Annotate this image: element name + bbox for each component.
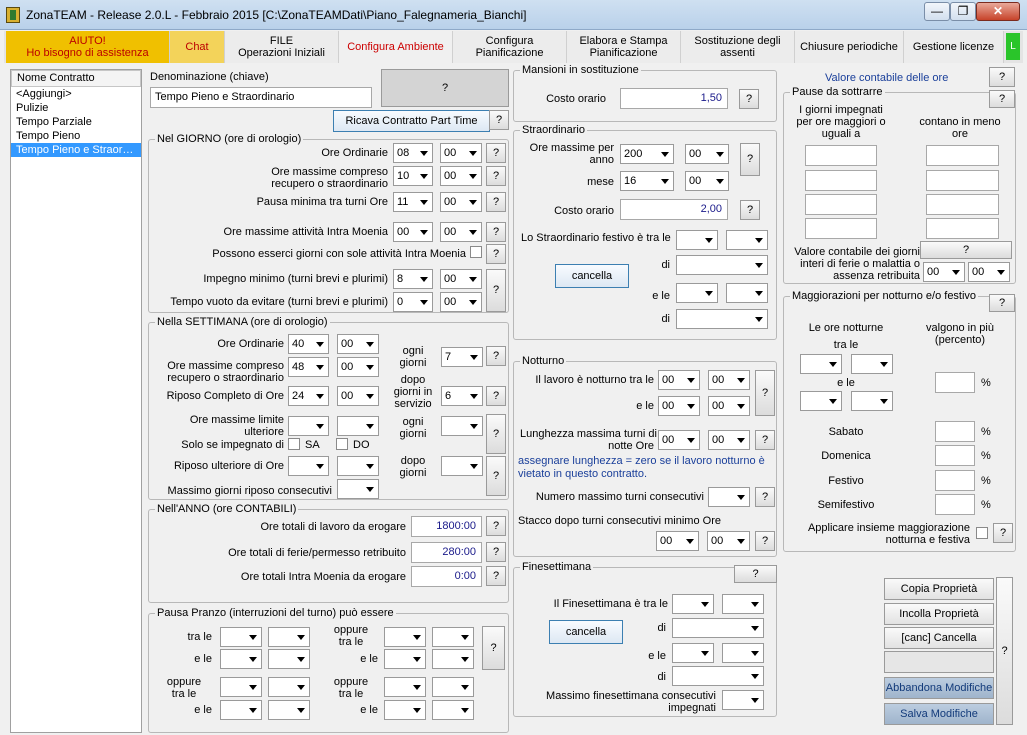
title-bar bbox=[0, 0, 1027, 30]
pct-label: % bbox=[981, 475, 991, 487]
pp-oppure-label-l1: oppure bbox=[333, 676, 369, 688]
magg-semifestivo-label: Semifestivo bbox=[817, 499, 875, 511]
notturno-lunghezza-minutes[interactable]: 00 bbox=[708, 430, 750, 450]
magg-to-hours[interactable] bbox=[800, 391, 842, 411]
notturno-stacco-label: Stacco dopo turni consecutivi minimo Ore bbox=[518, 515, 721, 527]
pp-slot1-from-minutes[interactable] bbox=[268, 627, 310, 647]
pause-giorni-l1: I giorni impegnati bbox=[799, 104, 883, 116]
domenica-checkbox[interactable] bbox=[336, 438, 348, 450]
contract-list[interactable] bbox=[10, 69, 142, 733]
help-button[interactable]: ? bbox=[486, 269, 506, 312]
maggiorazioni-title: Maggiorazioni per notturno e/o festivo bbox=[792, 290, 977, 302]
list-item[interactable]: Tempo Parziale bbox=[16, 116, 92, 128]
help-button[interactable]: ? bbox=[486, 346, 506, 366]
anno-lavoro-input[interactable]: 1800:00 bbox=[411, 516, 482, 537]
magg-applicare-l1: Applicare insieme maggiorazione bbox=[807, 522, 970, 534]
anno-ferie-label: Ore totali di ferie/permesso retribuito bbox=[228, 547, 406, 559]
minimize-icon: — bbox=[931, 4, 943, 18]
help-button[interactable]: ? bbox=[489, 110, 509, 130]
pp-e-le-label: e le bbox=[194, 653, 212, 665]
tab-chiusure[interactable] bbox=[795, 31, 904, 63]
domenica-label: DO bbox=[353, 439, 370, 451]
giorno-massime-hours[interactable]: 10 bbox=[393, 166, 433, 186]
pp-e-le-label: e le bbox=[360, 704, 378, 716]
magg-applicare-checkbox[interactable] bbox=[976, 527, 988, 539]
straord-festivo-day1[interactable] bbox=[676, 255, 768, 275]
close-button[interactable] bbox=[976, 2, 1020, 21]
pause-sottrarre-title: Pause da sottrarre bbox=[792, 86, 883, 98]
copia-proprieta-button[interactable]: Copia Proprietà bbox=[884, 578, 994, 600]
help-button[interactable]: ? bbox=[989, 90, 1015, 108]
help-button[interactable]: ? bbox=[486, 414, 506, 454]
settimana-ordinarie-minutes[interactable]: 00 bbox=[337, 334, 379, 354]
fine-di-label: di bbox=[657, 622, 666, 634]
tab-licenze-label: Gestione licenze bbox=[912, 41, 995, 53]
main-tabs bbox=[4, 31, 1023, 63]
pct-label: % bbox=[981, 499, 991, 511]
giorno-intra-minutes[interactable]: 00 bbox=[440, 222, 482, 242]
pp-slot4-to-minutes[interactable] bbox=[432, 700, 474, 720]
tab-licenze[interactable] bbox=[904, 31, 1004, 63]
straord-mese-hours[interactable]: 16 bbox=[620, 171, 674, 191]
dopo2-giorni-select[interactable] bbox=[441, 456, 483, 476]
abbandona-modifiche-button[interactable]: Abbandona Modifiche bbox=[884, 677, 994, 699]
pause-ore-input-1[interactable] bbox=[805, 145, 877, 166]
giorno-pausa-hours[interactable]: 11 bbox=[393, 192, 433, 212]
tab-help[interactable] bbox=[6, 31, 170, 63]
giorno-solo-intra-label: Possono esserci giorni con sole attività Intra Moenia bbox=[212, 248, 466, 260]
dopo2-label-l2: giorni bbox=[399, 467, 427, 479]
anno-lavoro-label: Ore totali di lavoro da erogare bbox=[260, 521, 406, 533]
giorno-intra-label: Ore massime attività Intra Moenia bbox=[223, 226, 388, 238]
help-button[interactable]: ? bbox=[486, 192, 506, 212]
dopo2-label-l1: dopo bbox=[400, 455, 426, 467]
notturno-consecutivi-label: Numero massimo turni consecutivi bbox=[535, 491, 704, 503]
fine-to-day[interactable] bbox=[672, 666, 764, 686]
tab-configura-ambiente-label: Configura Ambiente bbox=[347, 41, 444, 53]
notturno-lunghezza-hours[interactable]: 00 bbox=[658, 430, 700, 450]
minimize-button[interactable] bbox=[924, 2, 950, 21]
giorno-vuoto-label: Tempo vuoto da evitare (turni brevi e plurimi) bbox=[170, 296, 388, 308]
pp-slot3-to-hours[interactable] bbox=[220, 700, 262, 720]
help-button[interactable]: ? bbox=[486, 516, 506, 536]
giorno-vuoto-minutes[interactable]: 00 bbox=[440, 292, 482, 312]
magg-applicare-l2: notturna e festiva bbox=[885, 534, 970, 546]
anno-title: Nell'ANNO (ore CONTABILI) bbox=[157, 503, 297, 515]
help-button[interactable]: ? bbox=[486, 222, 506, 242]
magg-notturne-label: Le ore notturne bbox=[808, 322, 884, 334]
help-button[interactable]: ? bbox=[740, 143, 760, 176]
magg-valgono-l1: valgono in più bbox=[926, 322, 994, 334]
settimana-ordinarie-hours[interactable]: 40 bbox=[288, 334, 329, 354]
tab-chat-label: Chat bbox=[185, 41, 209, 53]
giorno-intra-hours[interactable]: 00 bbox=[393, 222, 433, 242]
status-indicator: L bbox=[1006, 33, 1020, 60]
pause-valore-hours[interactable]: 00 bbox=[923, 262, 965, 282]
mansioni-costo-label: Costo orario bbox=[546, 93, 606, 105]
help-button[interactable]: ? bbox=[486, 166, 506, 186]
solo-intra-checkbox[interactable] bbox=[470, 246, 482, 258]
empty-action-button[interactable] bbox=[884, 651, 994, 673]
giorno-massime-l2: recupero o straordinario bbox=[271, 178, 388, 190]
ogni2-label-l1: ogni bbox=[402, 416, 424, 428]
settimana-riposo-minutes[interactable]: 00 bbox=[337, 386, 379, 406]
magg-from-minutes[interactable] bbox=[851, 354, 893, 374]
straord-festivo-h2[interactable] bbox=[676, 283, 718, 303]
restore-icon: ❐ bbox=[957, 4, 969, 18]
dopo-label-l1: dopo bbox=[400, 374, 426, 386]
giorno-pausa-label: Pausa minima tra turni Ore bbox=[256, 196, 388, 208]
notturno-title: Notturno bbox=[522, 355, 565, 367]
pp-oppure-label-l2: tra le bbox=[171, 688, 197, 700]
tab-help-line1: AIUTO! bbox=[69, 35, 106, 47]
pp-slot2-to-minutes[interactable] bbox=[432, 649, 474, 669]
straord-festivo-m2[interactable] bbox=[726, 283, 768, 303]
pp-slot2-from-minutes[interactable] bbox=[432, 627, 474, 647]
giorno-title: Nel GIORNO (ore di orologio) bbox=[157, 133, 302, 145]
notturno-from-hours[interactable]: 00 bbox=[658, 370, 700, 390]
tab-help-line2: Ho bisogno di assistenza bbox=[26, 47, 149, 59]
pct-label: % bbox=[981, 377, 991, 389]
help-button[interactable]: ? bbox=[381, 69, 509, 107]
pause-meno-input-4[interactable] bbox=[926, 218, 999, 239]
settimana-ordinarie-label: Ore Ordinarie bbox=[217, 338, 284, 350]
help-button[interactable]: ? bbox=[989, 67, 1015, 87]
straord-festivo-day2[interactable] bbox=[676, 309, 768, 329]
sabato-label: SA bbox=[305, 439, 320, 451]
pp-slot3-from-minutes[interactable] bbox=[268, 677, 310, 697]
magg-semifestivo-input[interactable] bbox=[935, 494, 975, 515]
help-button[interactable]: ? bbox=[996, 577, 1013, 725]
giorno-pausa-minutes[interactable]: 00 bbox=[440, 192, 482, 212]
pct-label: % bbox=[981, 426, 991, 438]
pause-ore-input-4[interactable] bbox=[805, 218, 877, 239]
help-button[interactable]: ? bbox=[755, 430, 775, 450]
straord-anno-minutes[interactable]: 00 bbox=[685, 144, 729, 164]
help-button[interactable]: ? bbox=[993, 523, 1013, 543]
close-icon: ✕ bbox=[992, 4, 1004, 18]
notturno-nota-l1: assegnare lunghezza = zero se il lavoro notturno è bbox=[518, 455, 765, 467]
fine-massimo-l2: impegnati bbox=[668, 702, 716, 714]
help-button[interactable]: ? bbox=[486, 542, 506, 562]
help-button[interactable]: ? bbox=[486, 386, 506, 406]
pp-e-le-label: e le bbox=[360, 653, 378, 665]
ogni-label-l1: ogni bbox=[402, 345, 424, 357]
list-item-selected[interactable]: Tempo Pieno e Straor… bbox=[11, 143, 141, 157]
tab-sostituzione-line2: assenti bbox=[720, 47, 755, 59]
settimana-ulteriore-minutes[interactable] bbox=[337, 456, 379, 476]
magg-domenica-label: Domenica bbox=[821, 450, 871, 462]
sabato-checkbox[interactable] bbox=[288, 438, 300, 450]
magg-sabato-label: Sabato bbox=[828, 426, 864, 438]
pp-slot2-from-hours[interactable] bbox=[384, 627, 426, 647]
denominazione-input[interactable]: Tempo Pieno e Straordinario bbox=[150, 87, 372, 108]
settimana-limite-l2: ulteriore bbox=[244, 426, 284, 438]
pp-slot1-to-minutes[interactable] bbox=[268, 649, 310, 669]
tab-sostituzione[interactable] bbox=[681, 31, 795, 63]
pp-slot1-to-hours[interactable] bbox=[220, 649, 262, 669]
pause-ore-input-3[interactable] bbox=[805, 194, 877, 215]
restore-button[interactable] bbox=[950, 2, 976, 21]
pause-giorni-l2: per ore maggiori o bbox=[796, 116, 886, 128]
straord-festivo-h1[interactable] bbox=[676, 230, 718, 250]
tab-file-line2: Operazioni Iniziali bbox=[238, 47, 325, 59]
notturno-consecutivi-select[interactable] bbox=[708, 487, 750, 507]
tab-stampa-line2: Pianificazione bbox=[589, 47, 658, 59]
finesettimana-title: Finesettimana bbox=[522, 561, 592, 573]
giorno-massime-l1: Ore massime compreso bbox=[271, 166, 388, 178]
fine-massimo-l1: Massimo finesettimana consecutivi bbox=[546, 690, 716, 702]
pp-slot3-from-hours[interactable] bbox=[220, 677, 262, 697]
pp-slot4-to-hours[interactable] bbox=[384, 700, 426, 720]
straord-cancella-button[interactable]: cancella bbox=[555, 264, 629, 288]
straord-anno-hours[interactable]: 200 bbox=[620, 144, 674, 164]
help-button[interactable]: ? bbox=[755, 531, 775, 551]
settimana-limite-hours[interactable] bbox=[288, 416, 329, 436]
settimana-massime-minutes[interactable]: 00 bbox=[337, 357, 379, 377]
settimana-solo-se-label: Solo se impegnato di bbox=[181, 439, 284, 451]
help-button[interactable]: ? bbox=[486, 143, 506, 163]
app-icon bbox=[6, 7, 20, 23]
settimana-massime-l1: Ore massime compreso bbox=[167, 360, 284, 372]
pause-giorni-l3: uguali a bbox=[821, 128, 861, 140]
dopo-label-l2: giorni in bbox=[393, 386, 433, 398]
giorno-ordinarie-minutes[interactable]: 00 bbox=[440, 143, 482, 163]
notturno-tra-le-label: Il lavoro è notturno tra le bbox=[535, 374, 654, 386]
tab-pianificazione-line2: Pianificazione bbox=[475, 47, 544, 59]
giorno-impegno-minutes[interactable]: 00 bbox=[440, 269, 482, 289]
notturno-to-hours[interactable]: 00 bbox=[658, 396, 700, 416]
salva-modifiche-button[interactable]: Salva Modifiche bbox=[884, 703, 994, 725]
fine-to-hours[interactable] bbox=[672, 643, 714, 663]
settimana-riposo-hours[interactable]: 24 bbox=[288, 386, 329, 406]
settimana-ulteriore-label: Riposo ulteriore di Ore bbox=[173, 460, 284, 472]
settimana-title: Nella SETTIMANA (ore di orologio) bbox=[157, 316, 328, 328]
incolla-proprieta-button[interactable]: Incolla Proprietà bbox=[884, 603, 994, 625]
magg-from-hours[interactable] bbox=[800, 354, 842, 374]
notturno-e-le-label: e le bbox=[636, 400, 654, 412]
magg-festivo-input[interactable] bbox=[935, 470, 975, 491]
pause-valore-l2: interi di ferie o malattia o bbox=[800, 258, 920, 270]
ogni-giorni-select[interactable]: 7 bbox=[441, 347, 483, 367]
notturno-from-minutes[interactable]: 00 bbox=[708, 370, 750, 390]
straord-festivo-m1[interactable] bbox=[726, 230, 768, 250]
valore-contabile-label: Valore contabile delle ore bbox=[825, 72, 949, 84]
settimana-riposo-label: Riposo Completo di Ore bbox=[166, 390, 284, 402]
giorno-vuoto-hours[interactable]: 0 bbox=[393, 292, 433, 312]
pause-meno-input-1[interactable] bbox=[926, 145, 999, 166]
pp-tra-le-label: tra le bbox=[187, 631, 212, 643]
ogni-label-l2: giorni bbox=[399, 357, 427, 369]
ricava-part-time-button[interactable]: Ricava Contratto Part Time bbox=[333, 110, 490, 132]
pp-slot3-to-minutes[interactable] bbox=[268, 700, 310, 720]
straord-massime-l1: Ore massime per bbox=[529, 142, 614, 154]
settimana-limite-minutes[interactable] bbox=[337, 416, 379, 436]
pause-contano-l1: contano in meno bbox=[919, 116, 1001, 128]
magg-to-minutes[interactable] bbox=[851, 391, 893, 411]
fine-from-minutes[interactable] bbox=[722, 594, 764, 614]
notturno-stacco-minutes[interactable]: 00 bbox=[707, 531, 750, 551]
straord-di-label: di bbox=[661, 259, 670, 271]
pp-slot4-from-minutes[interactable] bbox=[432, 677, 474, 697]
giorno-massime-minutes[interactable]: 00 bbox=[440, 166, 482, 186]
ogni2-label-l2: giorni bbox=[399, 428, 427, 440]
magg-tra-le-label: tra le bbox=[833, 339, 859, 351]
help-button[interactable]: ? bbox=[755, 487, 775, 507]
straord-mese-label: mese bbox=[587, 176, 614, 188]
help-button[interactable]: ? bbox=[734, 565, 777, 583]
fine-cancella-button[interactable]: cancella bbox=[549, 620, 623, 644]
mansioni-title: Mansioni in sostituzione bbox=[522, 64, 639, 76]
fine-massimo-select[interactable] bbox=[722, 690, 764, 710]
help-button[interactable]: ? bbox=[486, 244, 506, 264]
straord-festivo-label: Lo Straordinario festivo è tra le bbox=[521, 232, 671, 244]
notturno-stacco-hours[interactable]: 00 bbox=[656, 531, 699, 551]
pp-slot2-to-hours[interactable] bbox=[384, 649, 426, 669]
anno-intra-label: Ore totali Intra Moenia da erogare bbox=[240, 571, 406, 583]
help-button[interactable]: ? bbox=[989, 294, 1015, 312]
dopo-label-l3: servizio bbox=[394, 398, 432, 410]
pct-label: % bbox=[981, 450, 991, 462]
straord-di-label: di bbox=[661, 313, 670, 325]
giorno-impegno-label: Impegno minimo (turni brevi e plurimi) bbox=[203, 273, 388, 285]
list-item[interactable]: <Aggiungi> bbox=[16, 88, 72, 100]
fine-from-hours[interactable] bbox=[672, 594, 714, 614]
tab-configura-pianificazione[interactable] bbox=[453, 31, 567, 63]
list-item[interactable]: Pulizie bbox=[16, 102, 49, 114]
ogni2-giorni-select[interactable] bbox=[441, 416, 483, 436]
magg-e-le-label: e le bbox=[837, 377, 855, 389]
pp-oppure-label-l1: oppure bbox=[166, 676, 202, 688]
settimana-massime-hours[interactable]: 48 bbox=[288, 357, 329, 377]
settimana-massime-l2: recupero o straordinario bbox=[167, 372, 284, 384]
straord-costo-label: Costo orario bbox=[554, 205, 614, 217]
fine-e-le-label: e le bbox=[648, 650, 666, 662]
notturno-nota-l2: vietato in questo contratto. bbox=[518, 468, 648, 480]
pp-oppure-label-l2: tra le bbox=[338, 636, 364, 648]
tab-file[interactable] bbox=[225, 31, 339, 63]
magg-sabato-input[interactable] bbox=[935, 421, 975, 442]
tab-file-line1: FILE bbox=[269, 35, 294, 47]
pause-meno-input-3[interactable] bbox=[926, 194, 999, 215]
pp-slot4-from-hours[interactable] bbox=[384, 677, 426, 697]
magg-notturno-pct-input[interactable] bbox=[935, 372, 975, 393]
fine-from-day[interactable] bbox=[672, 618, 764, 638]
tab-stampa-line1: Elabora e Stampa bbox=[579, 35, 668, 47]
tab-elabora-stampa[interactable] bbox=[567, 31, 681, 63]
straord-costo-input[interactable]: 2,00 bbox=[620, 199, 728, 220]
help-button[interactable]: ? bbox=[486, 456, 506, 496]
tab-chat[interactable] bbox=[170, 31, 225, 63]
pause-valore-l1: Valore contabile dei giorni bbox=[794, 246, 920, 258]
pp-oppure-label-l1: oppure bbox=[333, 624, 369, 636]
mansioni-costo-input[interactable]: 1,50 bbox=[620, 88, 728, 109]
help-button[interactable]: ? bbox=[740, 200, 760, 220]
tab-sostituzione-line1: Sostituzione degli bbox=[694, 35, 781, 47]
straordinario-title: Straordinario bbox=[522, 124, 585, 136]
tab-pianificazione-line1: Configura bbox=[485, 35, 534, 47]
help-button[interactable]: ? bbox=[486, 566, 506, 586]
anno-ferie-input[interactable]: 280:00 bbox=[411, 542, 482, 563]
fine-di-label: di bbox=[657, 671, 666, 683]
straord-mese-minutes[interactable]: 00 bbox=[685, 171, 729, 191]
straord-massime-l2: anno bbox=[589, 154, 614, 166]
giorno-ordinarie-label: Ore Ordinarie bbox=[321, 147, 388, 159]
help-button[interactable]: ? bbox=[482, 626, 505, 670]
notturno-lunghezza-l1: Lunghezza massima turni di bbox=[520, 428, 657, 440]
pp-oppure-label-l2: tra le bbox=[338, 688, 364, 700]
help-button[interactable]: ? bbox=[755, 370, 775, 416]
settimana-massimo-giorni-select[interactable] bbox=[337, 479, 379, 499]
denominazione-label: Denominazione (chiave) bbox=[150, 71, 269, 83]
help-button[interactable]: ? bbox=[920, 241, 1012, 259]
settimana-massimo-giorni-label: Massimo giorni riposo consecutivi bbox=[167, 485, 332, 497]
fine-to-minutes[interactable] bbox=[722, 643, 764, 663]
notturno-lunghezza-l2: notte Ore bbox=[608, 440, 654, 452]
giorno-ordinarie-hours[interactable]: 08 bbox=[393, 143, 433, 163]
pause-ore-input-2[interactable] bbox=[805, 170, 877, 191]
pausa-pranzo-title: Pausa Pranzo (interruzioni del turno) può essere bbox=[157, 607, 394, 619]
pause-valore-l3: assenza retribuita bbox=[833, 270, 920, 282]
dopo-giorni-select[interactable]: 6 bbox=[441, 386, 483, 406]
pause-valore-minutes[interactable]: 00 bbox=[968, 262, 1010, 282]
settimana-ulteriore-hours[interactable] bbox=[288, 456, 329, 476]
tab-chiusure-label: Chiusure periodiche bbox=[800, 41, 898, 53]
pp-slot1-from-hours[interactable] bbox=[220, 627, 262, 647]
cancella-button[interactable]: [canc] Cancella bbox=[884, 627, 994, 649]
tab-configura-ambiente[interactable] bbox=[339, 31, 453, 63]
straord-e-le-label: e le bbox=[652, 290, 670, 302]
giorno-impegno-hours[interactable]: 8 bbox=[393, 269, 433, 289]
list-item[interactable]: Tempo Pieno bbox=[16, 130, 81, 142]
pause-contano-l2: ore bbox=[952, 128, 968, 140]
settimana-limite-l1: Ore massime limite bbox=[189, 414, 284, 426]
help-button[interactable]: ? bbox=[739, 89, 759, 109]
pp-e-le-label: e le bbox=[194, 704, 212, 716]
notturno-to-minutes[interactable]: 00 bbox=[708, 396, 750, 416]
magg-festivo-label: Festivo bbox=[828, 475, 864, 487]
magg-valgono-l2: (percento) bbox=[934, 334, 986, 346]
window-title: ZonaTEAM - Release 2.0.L - Febbraio 2015 [C:\ZonaTEAMDati\Piano_Falegnameria_Bianchi] bbox=[26, 8, 527, 22]
magg-domenica-input[interactable] bbox=[935, 445, 975, 466]
anno-intra-input[interactable]: 0:00 bbox=[411, 566, 482, 587]
pause-meno-input-2[interactable] bbox=[926, 170, 999, 191]
contract-list-header: Nome Contratto bbox=[11, 70, 141, 87]
fine-tra-le-label: Il Finesettimana è tra le bbox=[553, 598, 668, 610]
